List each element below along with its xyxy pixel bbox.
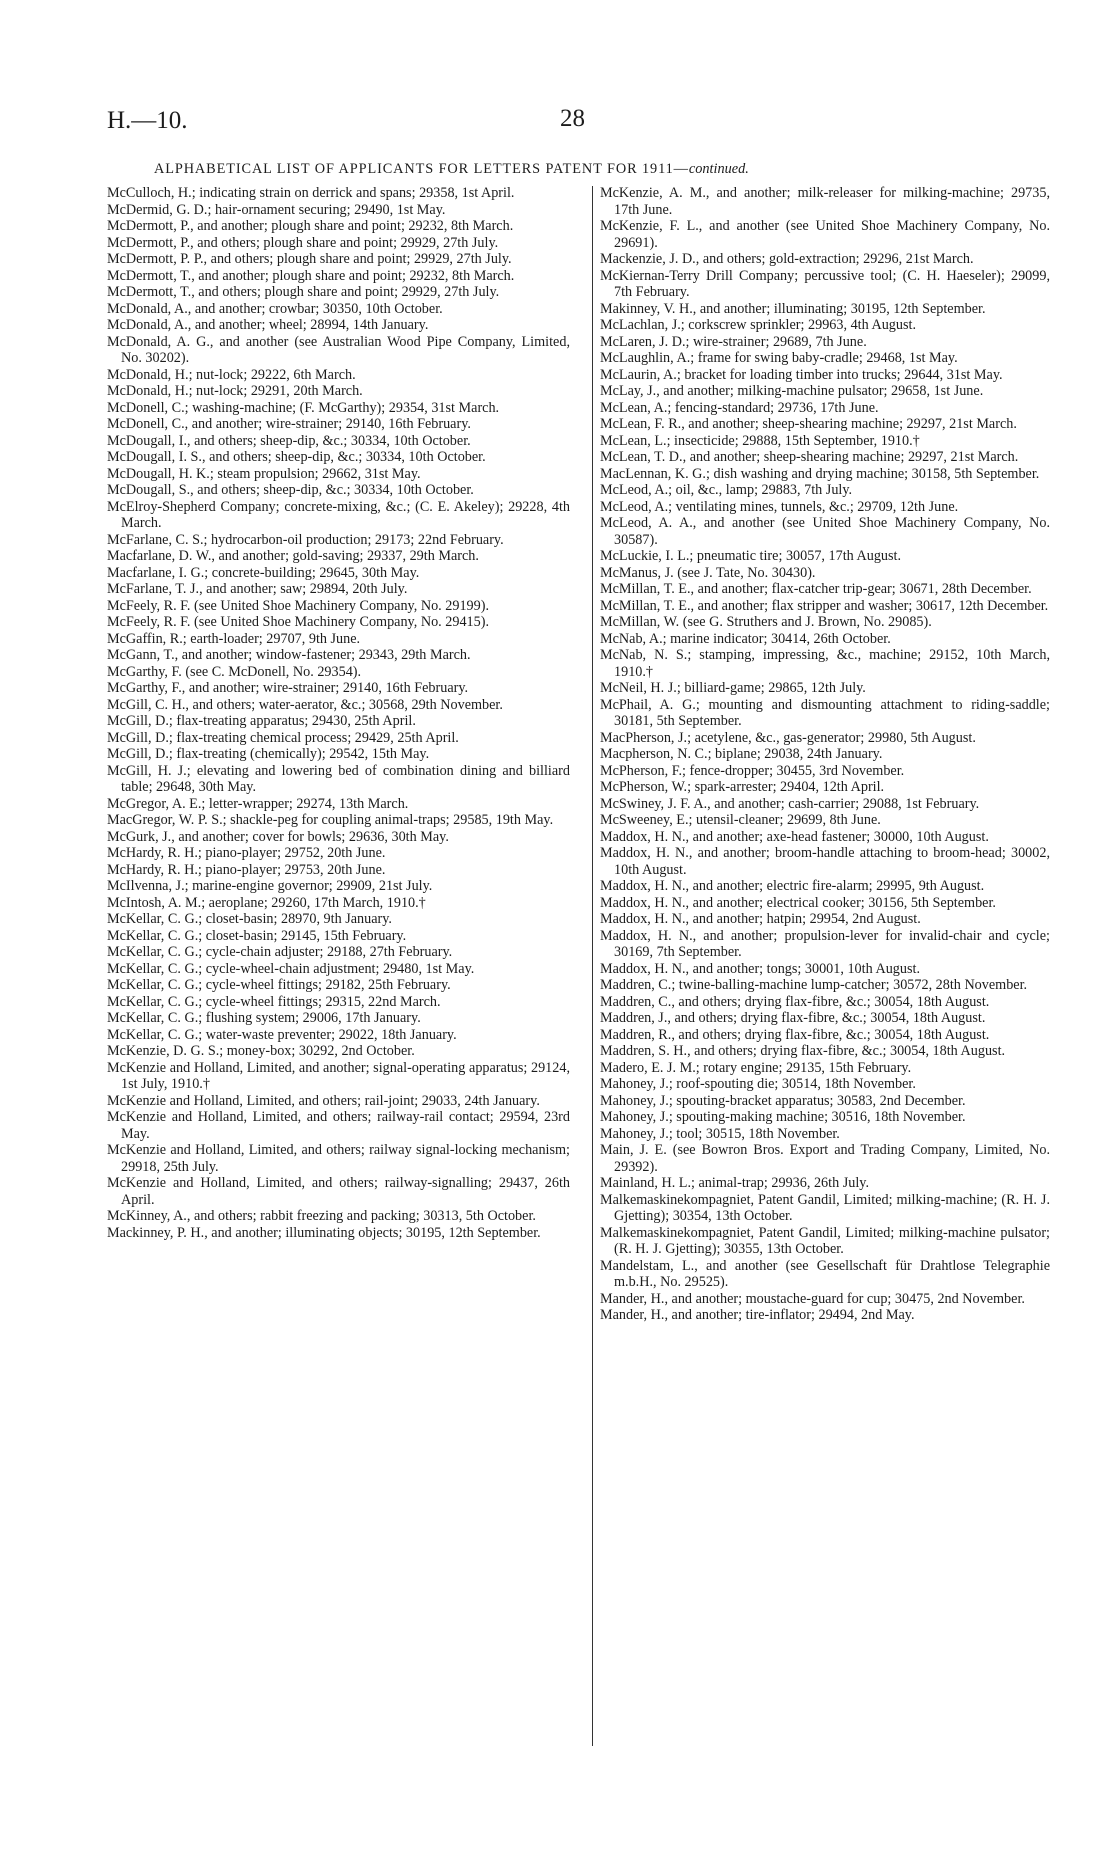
list-entry: McKenzie, A. M., and another; milk-releaser for milking-machine; 29735, 17th June. xyxy=(600,185,1050,218)
list-entry: McGann, T., and another; window-fastener; 29343, 29th March. xyxy=(107,647,471,663)
list-entry: McDougall, I., and others; sheep-dip, &c.; 30334, 10th October. xyxy=(107,432,471,449)
list-entry: MacLennan, K. G.; dish washing and drying machine; 30158, 5th September. xyxy=(600,465,1040,482)
list-entry: McDonell, C., and another; wire-strainer; 29140, 16th February. xyxy=(107,416,471,432)
list-entry: McLean, T. D., and another; sheep-shearing machine; 29297, 21st March. xyxy=(600,449,1019,465)
list-entry: McDermott, P., and another; plough share and point; 29232, 8th March. xyxy=(107,218,514,234)
list-entry: McMillan, W. (see G. Struthers and J. Brown, No. 29085). xyxy=(600,614,932,630)
list-entry: McLean, F. R., and another; sheep-shearing machine; 29297, 21st March. xyxy=(600,416,1017,432)
list-entry: Mahoney, J.; tool; 30515, 18th November. xyxy=(600,1125,840,1142)
list-entry: McPherson, F.; fence-dropper; 30455, 3rd November. xyxy=(600,762,905,779)
list-entry: Maddox, H. N., and another; axe-head fastener; 30000, 10th August. xyxy=(600,828,989,845)
list-entry: McGill, D.; flax-treating (chemically); 29542, 15th May. xyxy=(107,746,430,762)
list-entry: McLeod, A. A., and another (see United Shoe Machinery Company, No. 30587). xyxy=(600,515,1050,548)
list-entry: McSweeney, E.; utensil-cleaner; 29699, 8th June. xyxy=(600,812,881,828)
list-entry: McKenzie and Holland, Limited, and others; railway-signalling; 29437, 26th April. xyxy=(107,1175,570,1208)
list-entry: McGill, D.; flax-treating apparatus; 29430, 25th April. xyxy=(107,713,416,729)
list-entry: McLaurin, A.; bracket for loading timber into trucks; 29644, 31st May. xyxy=(600,366,1003,383)
list-entry: McLachlan, J.; corkscrew sprinkler; 29963, 4th August. xyxy=(600,317,917,333)
list-entry: McKinney, A., and others; rabbit freezing and packing; 30313, 5th October. xyxy=(107,1208,536,1224)
list-entry: Makinney, V. H., and another; illuminating; 30195, 12th September. xyxy=(600,300,986,317)
page-number: 28 xyxy=(560,105,585,132)
list-entry: McKellar, C. G.; water-waste preventer; 29022, 18th January. xyxy=(107,1026,457,1043)
list-entry: McDonald, A., and another; crowbar; 30350, 10th October. xyxy=(107,300,443,317)
list-entry: Maddren, R., and others; drying flax-fibre, &c.; 30054, 18th August. xyxy=(600,1026,990,1043)
list-entry: McLeod, A.; ventilating mines, tunnels, &c.; 29709, 12th June. xyxy=(600,498,959,515)
list-entry: McFeely, R. F. (see United Shoe Machinery Company, No. 29199). xyxy=(107,597,489,614)
list-entry: McDonald, H.; nut-lock; 29222, 6th March. xyxy=(107,366,356,383)
list-entry: Maddren, S. H., and others; drying flax-fibre, &c.; 30054, 18th August. xyxy=(600,1043,1006,1059)
list-entry: McLaren, J. D.; wire-strainer; 29689, 7th June. xyxy=(600,333,867,350)
list-entry: McKenzie, D. G. S.; money-box; 30292, 2nd October. xyxy=(107,1043,415,1059)
list-entry: McFarlane, T. J., and another; saw; 29894, 20th July. xyxy=(107,581,408,597)
list-entry: Mainland, H. L.; animal-trap; 29936, 26th July. xyxy=(600,1175,869,1191)
list-entry: Maddox, H. N., and another; hatpin; 29954, 2nd August. xyxy=(600,911,921,927)
list-entry: McGaffin, R.; earth-loader; 29707, 9th June. xyxy=(107,630,361,647)
list-entry: McGill, D.; flax-treating chemical process; 29429, 25th April. xyxy=(107,729,459,746)
list-entry: McGarthy, F. (see C. McDonell, No. 29354). xyxy=(107,663,362,680)
list-entry: Mackenzie, J. D., and others; gold-extraction; 29296, 21st March. xyxy=(600,251,974,267)
list-entry: McLeod, A.; oil, &c., lamp; 29883, 7th July. xyxy=(600,482,853,498)
list-entry: Maddren, C., and others; drying flax-fibre, &c.; 30054, 18th August. xyxy=(600,993,990,1010)
list-entry: McPherson, W.; spark-arrester; 29404, 12th April. xyxy=(600,779,885,795)
list-entry: Mander, H., and another; tire-inflator; 29494, 2nd May. xyxy=(600,1307,915,1323)
list-entry: Mackinney, P. H., and another; illuminating objects; 30195, 12th September. xyxy=(107,1224,541,1241)
list-entry: Maddox, H. N., and another; tongs; 30001, 10th August. xyxy=(600,960,920,977)
left-column xyxy=(107,185,570,1241)
list-entry: McKellar, C. G.; flushing system; 29006, 17th January. xyxy=(107,1010,421,1026)
list-entry: Malkemaskinekompagniet, Patent Gandil, Limited; milking-machine; (R. H. J. Gjetting); 30354, 13th October. xyxy=(600,1191,1050,1224)
list-entry: McKellar, C. G.; cycle-wheel fittings; 29315, 22nd March. xyxy=(107,993,441,1010)
list-entry: McKellar, C. G.; cycle-wheel-chain adjustment; 29480, 1st May. xyxy=(107,960,475,977)
list-entry: McIlvenna, J.; marine-engine governor; 29909, 21st July. xyxy=(107,878,433,894)
list-entry: McGregor, A. E.; letter-wrapper; 29274, 13th March. xyxy=(107,795,409,812)
list-title xyxy=(154,161,1014,178)
list-entry: Maddox, H. N., and another; electric fire-alarm; 29995, 9th August. xyxy=(600,878,985,894)
list-title-text: ALPHABETICAL LIST OF APPLICANTS FOR LETTERS PATENT FOR 1911— xyxy=(154,161,689,177)
page-code: H.—10. xyxy=(107,107,188,134)
list-entry: McKenzie and Holland, Limited, and another; signal-operating apparatus; 29124, 1st July, 1910.† xyxy=(107,1059,570,1092)
list-entry: McHardy, R. H.; piano-player; 29752, 20th June. xyxy=(107,845,386,861)
list-entry: McDermott, P. P., and others; plough share and point; 29929, 27th July. xyxy=(107,251,512,267)
list-entry: McLean, L.; insecticide; 29888, 15th September, 1910.† xyxy=(600,432,920,449)
list-entry: Mahoney, J.; spouting-making machine; 30516, 18th November. xyxy=(600,1109,966,1125)
list-entry: McMillan, T. E., and another; flax stripper and washer; 30617, 12th December. xyxy=(600,597,1049,614)
list-entry: McKenzie and Holland, Limited, and others; railway-rail contact; 29594, 23rd May. xyxy=(107,1109,570,1142)
list-entry: McManus, J. (see J. Tate, No. 30430). xyxy=(600,564,816,581)
list-entry: Mander, H., and another; moustache-guard for cup; 30475, 2nd November. xyxy=(600,1290,1025,1307)
list-entry: McDonald, H.; nut-lock; 29291, 20th March. xyxy=(107,383,363,399)
list-entry: McGurk, J., and another; cover for bowls; 29636, 30th May. xyxy=(107,828,449,845)
list-entry: Macfarlane, D. W., and another; gold-saving; 29337, 29th March. xyxy=(107,548,479,564)
list-entry: Maddox, H. N., and another; broom-handle attaching to broom-head; 30002, 10th August. xyxy=(600,845,1050,878)
list-entry: Maddox, H. N., and another; propulsion-lever for invalid-chair and cycle; 30169, 7th September. xyxy=(600,927,1050,960)
list-entry: McKellar, C. G.; cycle-wheel fittings; 29182, 25th February. xyxy=(107,977,451,993)
list-entry: McDougall, I. S., and others; sheep-dip, &c.; 30334, 10th October. xyxy=(107,449,486,465)
list-entry: McDonald, A. G., and another (see Australian Wood Pipe Company, Limited, No. 30202). xyxy=(107,333,570,366)
list-entry: McIntosh, A. M.; aeroplane; 29260, 17th March, 1910.† xyxy=(107,894,426,911)
list-entry: McLean, A.; fencing-standard; 29736, 17th June. xyxy=(600,399,879,416)
list-entry: McGill, C. H., and others; water-aerator, &c.; 30568, 29th November. xyxy=(107,696,503,713)
list-entry: Maddren, J., and others; drying flax-fibre, &c.; 30054, 18th August. xyxy=(600,1010,986,1026)
list-entry: Maddren, C.; twine-balling-machine lump-catcher; 30572, 28th November. xyxy=(600,977,1028,993)
list-entry: McHardy, R. H.; piano-player; 29753, 20th June. xyxy=(107,861,386,878)
list-entry: McKiernan-Terry Drill Company; percussive tool; (C. H. Haeseler); 29099, 7th February. xyxy=(600,267,1050,300)
list-entry: McKenzie, F. L., and another (see United Shoe Machinery Company, No. 29691). xyxy=(600,218,1050,251)
list-entry: Mandelstam, L., and another (see Gesellschaft für Drahtlose Telegraphie m.b.H., No. 29525). xyxy=(600,1257,1050,1290)
list-entry: McKenzie and Holland, Limited, and others; railway signal-locking mechanism; 29918, 25th July. xyxy=(107,1142,570,1175)
list-entry: Malkemaskinekompagniet, Patent Gandil, Limited; milking-machine pulsator; (R. H. J. Gjetting); 30355, 13th October. xyxy=(600,1224,1050,1257)
list-entry: McElroy-Shepherd Company; concrete-mixing, &c.; (C. E. Akeley); 29228, 4th March. xyxy=(107,498,570,531)
list-entry: McDonell, C.; washing-machine; (F. McGarthy); 29354, 31st March. xyxy=(107,399,500,416)
list-entry: Mahoney, J.; spouting-bracket apparatus; 30583, 2nd December. xyxy=(600,1092,966,1109)
list-entry: McDermott, T., and others; plough share and point; 29929, 27th July. xyxy=(107,284,500,300)
right-column xyxy=(600,185,1050,1324)
list-entry: McGarthy, F., and another; wire-strainer; 29140, 16th February. xyxy=(107,680,469,696)
list-entry: McDougall, H. K.; steam propulsion; 29662, 31st May. xyxy=(107,465,421,482)
list-entry: McGill, H. J.; elevating and lowering bed of combination dining and billiard table; 29648, 30th May. xyxy=(107,762,570,795)
list-entry: MacGregor, W. P. S.; shackle-peg for coupling animal-traps; 29585, 19th May. xyxy=(107,812,554,828)
list-title-continued: continued. xyxy=(688,161,749,177)
list-entry: McLaughlin, A.; frame for swing baby-cradle; 29468, 1st May. xyxy=(600,350,958,366)
list-entry: McDougall, S., and others; sheep-dip, &c.; 30334, 10th October. xyxy=(107,482,474,498)
column-divider xyxy=(592,186,593,1746)
list-entry: McNab, A.; marine indicator; 30414, 26th October. xyxy=(600,630,891,647)
list-entry: McLay, J., and another; milking-machine pulsator; 29658, 1st June. xyxy=(600,383,984,399)
list-entry: McCulloch, H.; indicating strain on derrick and spans; 29358, 1st April. xyxy=(107,185,515,201)
list-entry: McSwiney, J. F. A., and another; cash-carrier; 29088, 1st February. xyxy=(600,795,980,812)
list-entry: MacPherson, J.; acetylene, &c., gas-generator; 29980, 5th August. xyxy=(600,729,976,746)
list-entry: Madero, E. J. M.; rotary engine; 29135, 15th February. xyxy=(600,1059,912,1076)
list-entry: Maddox, H. N., and another; electrical cooker; 30156, 5th September. xyxy=(600,894,996,911)
list-entry: McKellar, C. G.; closet-basin; 28970, 9th January. xyxy=(107,911,392,927)
list-entry: McNab, N. S.; stamping, impressing, &c., machine; 29152, 10th March, 1910.† xyxy=(600,647,1050,680)
list-entry: McDermott, T., and another; plough share and point; 29232, 8th March. xyxy=(107,267,515,284)
list-entry: Mahoney, J.; roof-spouting die; 30514, 18th November. xyxy=(600,1076,916,1092)
list-entry: McKenzie and Holland, Limited, and others; rail-joint; 29033, 24th January. xyxy=(107,1092,540,1109)
list-entry: McDermid, G. D.; hair-ornament securing; 29490, 1st May. xyxy=(107,201,446,218)
list-entry: Main, J. E. (see Bowron Bros. Export and Trading Company, Limited, No. 29392). xyxy=(600,1142,1050,1175)
list-entry: McFarlane, C. S.; hydrocarbon-oil production; 29173; 22nd February. xyxy=(107,531,504,548)
list-entry: McKellar, C. G.; closet-basin; 29145, 15th February. xyxy=(107,927,407,944)
list-entry: McMillan, T. E., and another; flax-catcher trip-gear; 30671, 28th December. xyxy=(600,581,1032,597)
list-entry: McLuckie, I. L.; pneumatic tire; 30057, 17th August. xyxy=(600,548,902,564)
list-entry: McFeely, R. F. (see United Shoe Machinery Company, No. 29415). xyxy=(107,614,489,630)
list-entry: Macfarlane, I. G.; concrete-building; 29645, 30th May. xyxy=(107,564,420,581)
list-entry: McDermott, P., and others; plough share and point; 29929, 27th July. xyxy=(107,234,499,251)
list-entry: McKellar, C. G.; cycle-chain adjuster; 29188, 27th February. xyxy=(107,944,453,960)
list-entry: McPhail, A. G.; mounting and dismounting attachment to riding-saddle; 30181, 5th September. xyxy=(600,696,1050,729)
list-entry: Macpherson, N. C.; biplane; 29038, 24th January. xyxy=(600,746,883,762)
list-entry: McDonald, A., and another; wheel; 28994, 14th January. xyxy=(107,317,429,333)
list-entry: McNeil, H. J.; billiard-game; 29865, 12th July. xyxy=(600,680,866,696)
